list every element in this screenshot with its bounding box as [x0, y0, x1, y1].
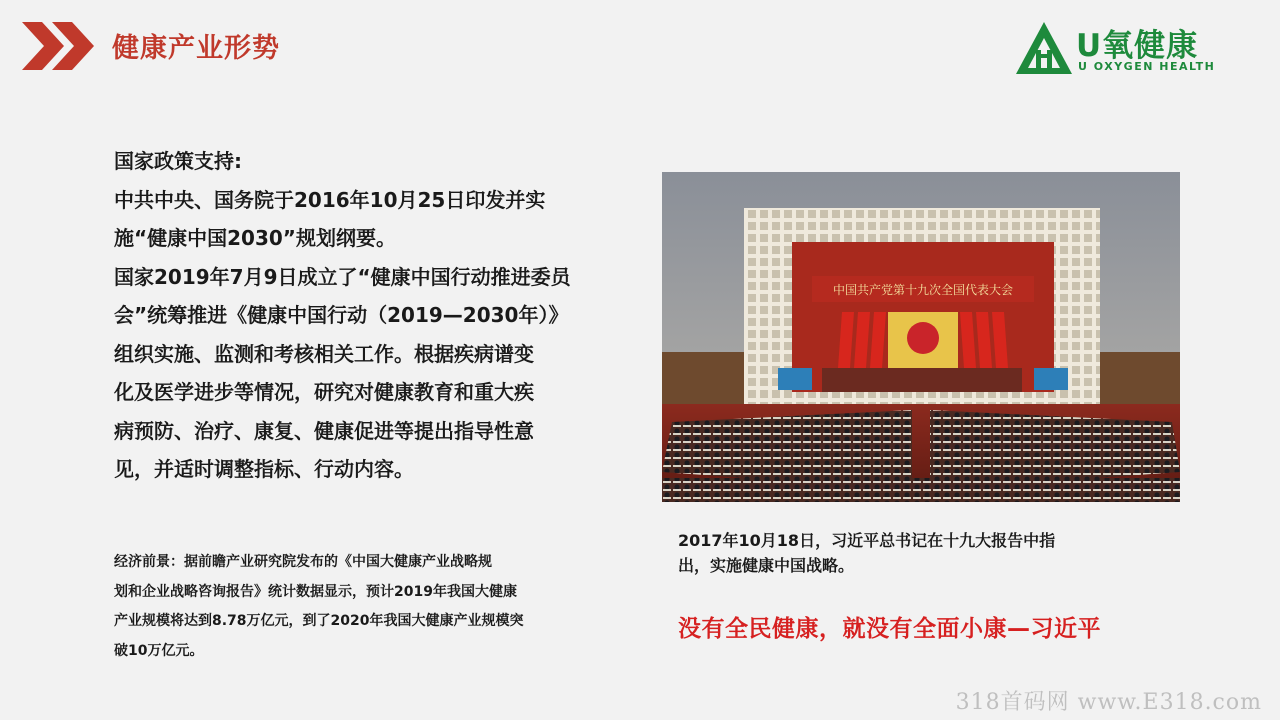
congress-hall-photo: [662, 172, 1180, 502]
economy-line: 产业规模将达到8.78万亿元，到了2020年我国大健康产业规模突: [114, 613, 524, 629]
policy-line: 国家2019年7月9日成立了“健康中国行动推进委员: [114, 264, 571, 289]
logo-name: U氧健康: [1076, 28, 1199, 64]
economy-line: 经济前景：据前瞻产业研究院发布的《中国大健康产业战略规: [114, 554, 492, 570]
slogan-text: 没有全民健康，就没有全面小康—习近平: [678, 616, 1101, 642]
watermark: 318首码网 www.E318.com: [955, 690, 1262, 715]
photo-caption: [678, 528, 1148, 578]
policy-line: 组织实施、监测和考核相关工作。根据疾病谱变: [114, 341, 534, 366]
economy-text-block: [114, 548, 644, 666]
policy-text-block: [114, 142, 639, 489]
policy-line: 施“健康中国2030”规划纲要。: [114, 226, 396, 250]
page-title: 健康产业形势: [112, 33, 280, 64]
caption-line: 2017年10月18日，习近平总书记在十九大报告中指: [678, 531, 1056, 550]
policy-line: 病预防、治疗、康复、健康促进等提出指导性意: [114, 418, 534, 443]
congress-hall-illustration: [662, 172, 1180, 502]
policy-line: 会”统筹推进《健康中国行动（2019—2030年）》: [114, 303, 569, 327]
policy-heading: 国家政策支持:: [114, 149, 242, 173]
photo-banner-text: 中国共产党第十九次全国代表大会: [832, 283, 1014, 297]
policy-line: 见，并适时调整指标、行动内容。: [114, 457, 414, 481]
policy-line: 中共中央、国务院于2016年10月25日印发并实: [114, 187, 546, 212]
logo-subtitle: U OXYGEN HEALTH: [1078, 60, 1216, 73]
economy-line: 划和企业战略咨询报告》统计数据显示，预计2019年我国大健康: [114, 583, 517, 600]
header-chevron-icon: [22, 22, 100, 70]
caption-line: 出，实施健康中国战略。: [678, 556, 855, 575]
policy-line: 化及医学进步等情况，研究对健康教育和重大疾: [114, 380, 534, 404]
economy-line: 破10万亿元。: [114, 642, 204, 659]
